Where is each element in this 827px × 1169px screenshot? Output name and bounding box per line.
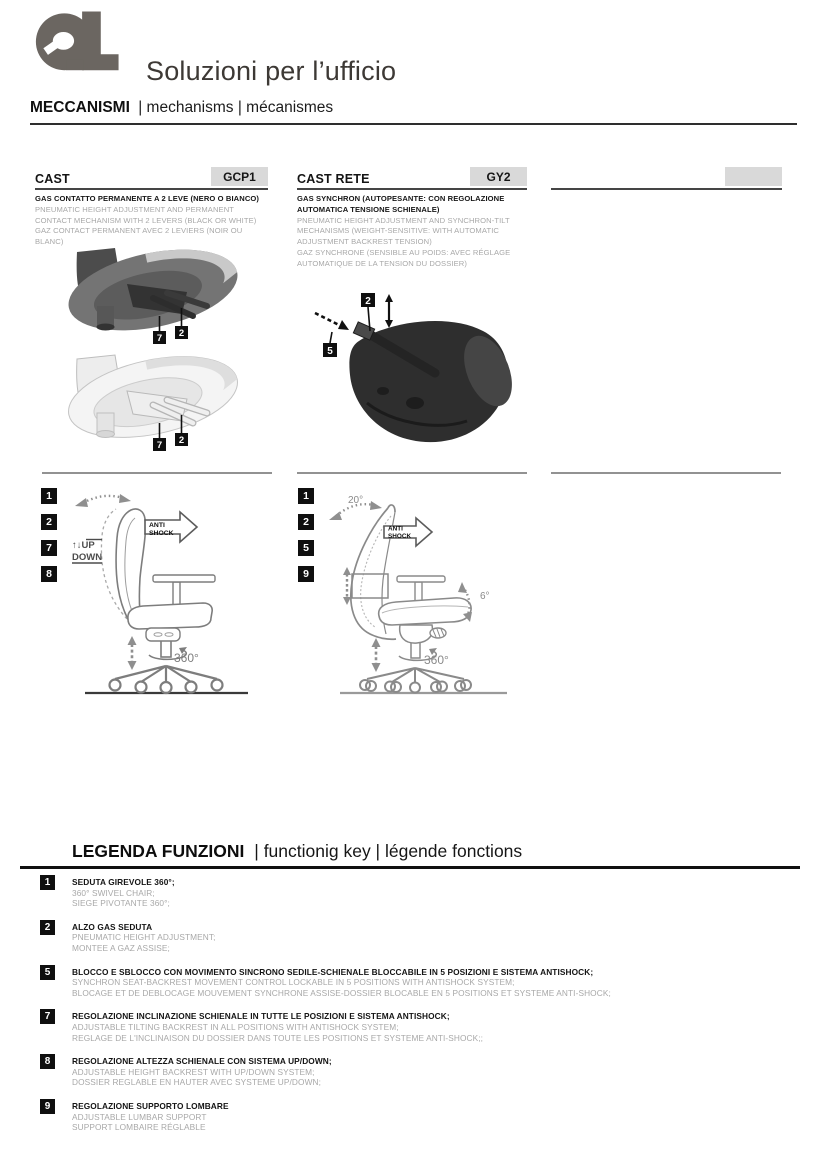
mechanism-label-chip xyxy=(323,343,337,357)
height-arrow-icon xyxy=(372,638,381,672)
legend-text-en: SYNCHRON SEAT-BACKREST MOVEMENT CONTROL LOCKABLE IN 5 POSITIONS WITH ANTISHOCK SYSTEM; xyxy=(72,977,515,988)
eL-logo-icon xyxy=(30,8,120,93)
legend-text-it: BLOCCO E SBLOCCO CON MOVIMENTO SINCRONO SEDILE-SCHIENALE BLOCCABILE IN 5 POSIZIONI E SISTEMA ANTISHOCK; xyxy=(72,966,594,977)
function-chip: 7 xyxy=(41,540,57,556)
product-desc-en: PNEUMATIC HEIGHT ADJUSTMENT AND SYNCHRON-TILT MECHANISMS (WEIGHT-SENSITIVE: WITH AUTOMATIC ADJUSTMENT BACKREST TENSION) xyxy=(297,215,510,247)
section-title: MECCANISMI xyxy=(30,99,130,116)
product-rule xyxy=(297,188,527,190)
legend-text-it: REGOLAZIONE ALTEZZA SCHIENALE CON SISTEMA UP/DOWN; xyxy=(72,1056,332,1067)
function-chip: 2 xyxy=(298,514,314,530)
column-divider xyxy=(42,472,272,474)
legend-entry xyxy=(40,1099,770,1133)
function-chip: 1 xyxy=(298,488,314,504)
up-down-label xyxy=(72,540,102,564)
lumbar-support xyxy=(343,567,388,605)
function-chip: 1 xyxy=(41,488,57,504)
product-code-badge xyxy=(725,167,782,186)
svg-text:ANTI: ANTI xyxy=(388,525,403,533)
legend-text-en: PNEUMATIC HEIGHT ADJUSTMENT; xyxy=(72,932,216,943)
chair-base xyxy=(360,668,471,693)
legend-title xyxy=(72,841,522,862)
legend-text-fr: BLOCAGE ET DE DEBLOCAGE MOUVEMENT SYNCHRONE ASSISE-DOSSIER BLOCABLE EN 5 POSITIONS ET SYSTEME ANTI-SHOCK; xyxy=(72,987,611,998)
legend-title-rest: | functionig key | légende fonctions xyxy=(254,841,523,861)
recline-arrow-icon xyxy=(75,494,131,507)
product-rule xyxy=(35,188,268,190)
svg-text:360°: 360° xyxy=(174,651,199,665)
svg-text:360°: 360° xyxy=(424,653,449,667)
mechanism-label-chip xyxy=(153,331,166,344)
cast-rete-mechanism-figure xyxy=(297,283,530,463)
legend-entry xyxy=(40,920,770,954)
height-arrow-icon xyxy=(128,636,137,670)
svg-text:2: 2 xyxy=(178,328,185,339)
legend-text-en: ADJUSTABLE TILTING BACKREST IN ALL POSITIONS WITH ANTISHOCK SYSTEM; xyxy=(72,1021,399,1032)
svg-text:DOWN: DOWN xyxy=(72,552,103,563)
legend-text-it: REGOLAZIONE SUPPORTO LOMBARE xyxy=(72,1100,229,1111)
mechanism-label-chip xyxy=(361,293,375,307)
svg-text:SHOCK: SHOCK xyxy=(149,530,174,537)
legend-entry xyxy=(40,1054,770,1088)
legend-list xyxy=(40,875,770,1133)
legend-entry xyxy=(40,875,770,909)
swivel-arrow xyxy=(399,648,449,667)
legend-title-it: LEGENDA FUNZIONI xyxy=(72,841,245,861)
product-desc-fr: GAZ CONTACT PERMANENT AVEC 2 LEVIERS (NOIR OU BLANC) xyxy=(35,226,243,247)
svg-text:2: 2 xyxy=(178,435,185,446)
legend-text-en: 360° SWIVEL CHAIR; xyxy=(72,887,155,898)
product-rule xyxy=(551,188,782,190)
svg-text:5: 5 xyxy=(327,346,333,357)
cast-function-diagram xyxy=(35,486,280,704)
product-column-empty xyxy=(551,166,782,190)
product-name: CAST RETE xyxy=(297,172,370,186)
product-desc-en: PNEUMATIC HEIGHT ADJUSTMENT AND PERMANENT CONTACT MECHANISM WITH 2 LEVERS (BLACK OR WHITE) xyxy=(35,204,257,225)
mechanism-label-chip xyxy=(153,438,166,451)
legend-text-en: ADJUSTABLE LUMBAR SUPPORT xyxy=(72,1111,207,1122)
svg-text:7: 7 xyxy=(156,440,163,451)
chair-base xyxy=(110,666,223,693)
recline-arrow-icon xyxy=(329,495,382,520)
product-code-badge: GCP1 xyxy=(211,167,268,186)
function-chip: 5 xyxy=(298,540,314,556)
function-chip-stack xyxy=(41,488,57,582)
column-divider xyxy=(551,472,781,474)
function-chip-stack xyxy=(298,488,314,582)
anti-shock-arrow xyxy=(145,512,197,542)
legend-text-en: ADJUSTABLE HEIGHT BACKREST WITH UP/DOWN SYSTEM; xyxy=(72,1066,315,1077)
svg-text:SHOCK: SHOCK xyxy=(388,533,412,540)
product-desc-it: GAS SYNCHRON (AUTOPESANTE: CON REGOLAZIONE AUTOMATICA TENSIONE SCHIENALE) xyxy=(297,194,505,214)
legend-entry xyxy=(40,965,770,999)
mechanism-label-chip xyxy=(175,433,188,446)
svg-text:ANTI: ANTI xyxy=(149,522,165,529)
legend-number-chip: 9 xyxy=(40,1099,55,1114)
column-divider xyxy=(297,472,527,474)
cast-rete-function-diagram xyxy=(292,486,537,704)
legend-text-it: ALZO GAS SEDUTA xyxy=(72,921,153,932)
product-desc-fr: GAZ SYNCHRONE (SENSIBLE AU POIDS: AVEC RÉGLAGE AUTOMATIQUE DE LA TENSION DU DOSSIER) xyxy=(297,247,511,268)
product-desc-it: GAS CONTATTO PERMANENTE A 2 LEVE (NERO O BIANCO) xyxy=(35,194,260,203)
product-column-cast xyxy=(35,166,268,248)
section-rule xyxy=(30,123,797,125)
function-chip: 8 xyxy=(41,566,57,582)
legend-rule xyxy=(20,866,800,869)
product-code-badge: GY2 xyxy=(470,167,527,186)
legend-text-fr: SUPPORT LOMBAIRE RÉGLABLE xyxy=(72,1122,206,1133)
dashed-arrow-icon xyxy=(315,313,349,330)
cast-mechanism-figure xyxy=(35,246,268,458)
legend-number-chip: 1 xyxy=(40,875,55,890)
svg-text:2: 2 xyxy=(365,296,371,307)
product-name: CAST xyxy=(35,172,70,186)
svg-text:↑↓UP: ↑↓UP xyxy=(72,540,95,551)
legend-text-fr: REGLAGE DE L'INCLINAISON DU DOSSIER DANS TOUTE LES POSITIONS ET SYSTEME ANTI-SHOCK;; xyxy=(72,1032,484,1043)
up-down-arrow-icon xyxy=(385,294,393,328)
legend-text-fr: DOSSIER REGLABLE EN HAUTER AVEC SYSTEME UP/DOWN; xyxy=(72,1077,321,1088)
svg-text:7: 7 xyxy=(156,333,163,344)
section-subtitle: | mechanisms | mécanismes xyxy=(138,99,334,116)
legend-number-chip: 8 xyxy=(40,1054,55,1069)
anti-shock-arrow xyxy=(384,518,432,546)
legend-number-chip: 7 xyxy=(40,1009,55,1024)
svg-text:6°: 6° xyxy=(480,591,490,602)
brand-tagline: Soluzioni per l’ufficio xyxy=(146,56,397,86)
legend-text-it: SEDUTA GIREVOLE 360°; xyxy=(72,877,175,887)
cast-mechanism-white xyxy=(61,343,245,451)
svg-text:20°: 20° xyxy=(348,495,364,506)
legend-entry xyxy=(40,1009,770,1043)
function-chip: 2 xyxy=(41,514,57,530)
swivel-arrow xyxy=(149,647,199,665)
product-column-cast-rete xyxy=(297,166,527,270)
legend-text-fr: SIEGE PIVOTANTE 360°; xyxy=(72,898,170,909)
mechanism-label-chip xyxy=(175,326,188,339)
function-chip: 9 xyxy=(298,566,314,582)
legend-number-chip: 2 xyxy=(40,920,55,935)
legend-text-fr: MONTEE A GAZ ASSISE; xyxy=(72,942,170,953)
legend-text-it: REGOLAZIONE INCLINAZIONE SCHIENALE IN TUTTE LE POSIZIONI E SISTEMA ANTISHOCK; xyxy=(72,1011,450,1022)
legend-number-chip: 5 xyxy=(40,965,55,980)
section-header xyxy=(30,99,333,117)
cast-mechanism-black xyxy=(61,246,245,344)
